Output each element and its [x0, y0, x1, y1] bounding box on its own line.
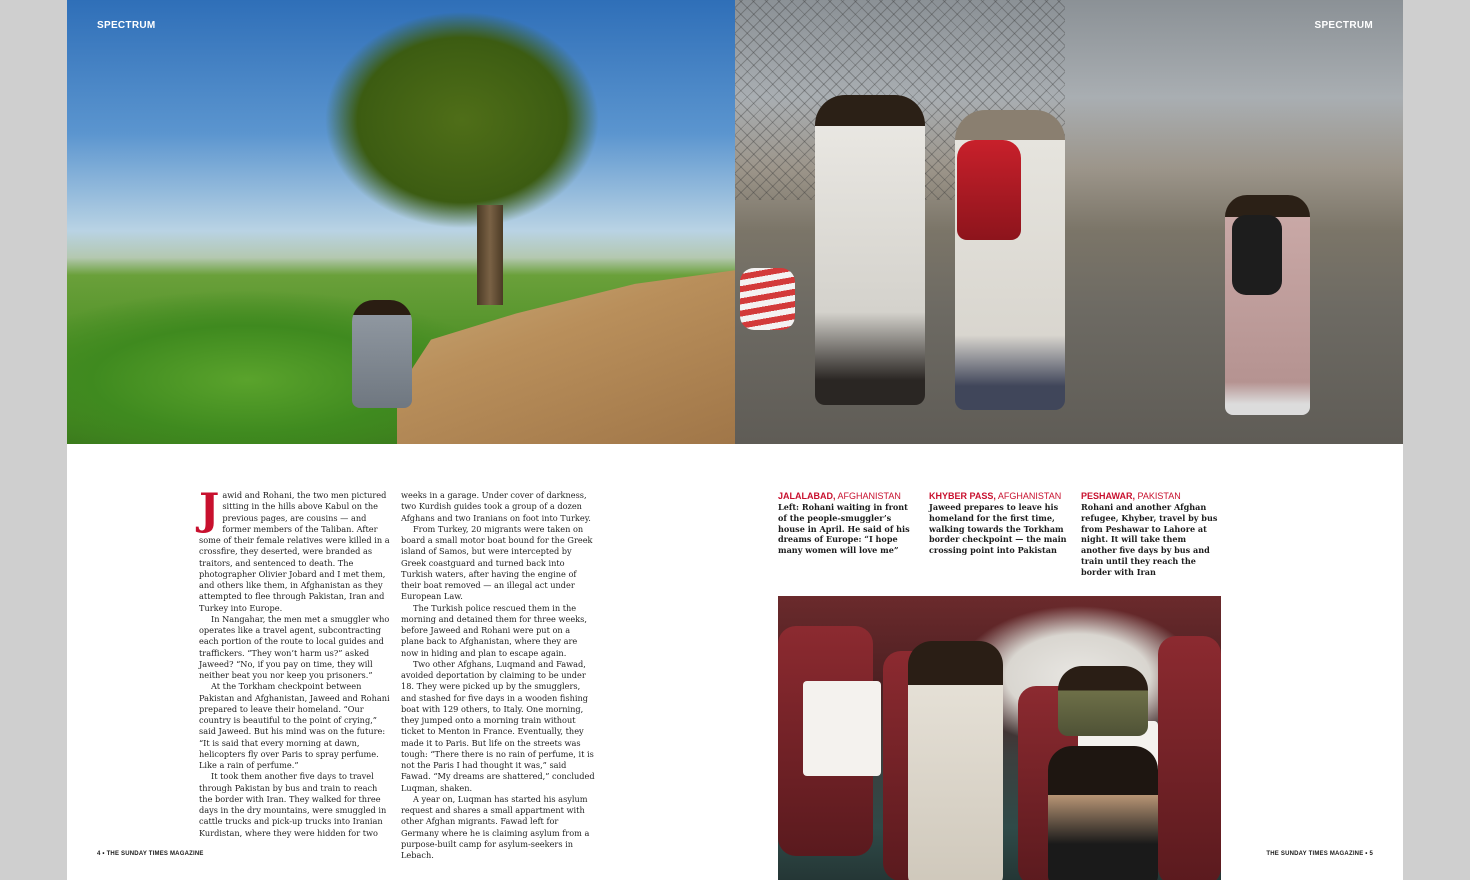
article-column-1 [199, 485, 393, 839]
magazine-spread [67, 0, 1403, 880]
striped-bag [740, 268, 795, 330]
caption-jalalabad [778, 491, 916, 556]
folio-left: 4 • THE SUNDAY TIMES MAGAZINE [97, 851, 204, 857]
photo-rohani-hillside [67, 0, 735, 444]
photo-bus-interior [778, 596, 1221, 880]
passenger-foreground-figure [1048, 746, 1158, 880]
caption-location: JALALABAD, AFGHANISTAN [778, 491, 901, 501]
section-label-right: SPECTRUM [1314, 20, 1373, 31]
section-label-left: SPECTRUM [97, 20, 156, 31]
walking-man-figure [815, 95, 925, 405]
paragraph: The Turkish police rescued them in the morning and detained them for three weeks, before Jaweed and Rohani were put on a plane back to Afghanistan, where they are now in hiding and plan to escape again. [401, 602, 587, 658]
paragraph: Jawid and Rohani, the two men pictured sitting in the hills above Kabul on the previous pages, are cousins — and former members of the Taliban. After some of their female relatives were killed in a crossfire, they deserted, were branded as traitors, and sentenced to death. The photographer Olivier Jobard and I met them, and others like them, in Afghanistan as they attempted to flee through Pakistan, Iran and Turkey into Europe. [199, 485, 390, 613]
caption-text: Jaweed prepares to leave his homeland for the first time, walking towards the Torkham border checkpoint — the main crossing point into Pakistan [929, 502, 1067, 556]
paragraph: Two other Afghans, Luqmand and Fawad, avoided deportation by claiming to be under 18. They were picked up by the smugglers, and stashed for five days in a wooden fishing boat with 129 others, to Italy. One morning, they jumped onto a morning train without ticket to Menton in France. Eventually, they made it to Paris. But life on the streets was tough: “There there is no rain of perfume, it is not the Paris I had thought it was,” said Fawad. “My dreams are shattered,” concluded Luqman, shaken. [401, 658, 595, 793]
caption-location: KHYBER PASS, AFGHANISTAN [929, 491, 1062, 501]
passenger-seated-figure [908, 641, 1003, 880]
bus-seat [1158, 636, 1221, 880]
folio-right: THE SUNDAY TIMES MAGAZINE • 5 [1266, 851, 1373, 857]
article-column-2 [401, 490, 595, 861]
paragraph: From Turkey, 20 migrants were taken on board a small motor boat bound for the Greek island of Samos, but were intercepted by Greek coastguard and turned back into Turkish waters, after having the engine of their boat removed — an illegal act under European Law. [401, 523, 593, 602]
drop-cap: J [199, 485, 220, 535]
caption-text: Rohani and another Afghan refugee, Khyber, travel by bus from Peshawar to Lahore at night. It will take them another five days by bus and train until they reach the border with Iran [1081, 502, 1218, 577]
seat-headrest-cover [803, 681, 881, 776]
paragraph: At the Torkham checkpoint between Pakistan and Afghanistan, Jaweed and Rohani prepared to leave their homeland. “Our country is beautiful to the point of crying,” said Jaweed. But his mind was on the future: “It is said that every morning at dawn, helicopters fly over Paris to spray perfume. Like a rain of perfume.” [199, 681, 390, 770]
caption-text: Left: Rohani waiting in front of the people-smuggler’s house in April. He said of his dreams of Europe: “I hope many women will love me” [778, 502, 910, 556]
red-backpack [957, 140, 1021, 240]
paragraph: In Nangahar, the men met a smuggler who operates like a travel agent, subcontracting each portion of the route to local guides and traffickers. “They won’t harm us?” asked Jaweed? “No, if you pay on time, they will neither beat you nor keep you prisoners.” [199, 613, 390, 680]
paragraph: weeks in a garage. Under cover of darkness, two Kurdish guides took a group of a dozen Afghans and two Iranians on foot into Turkey. [401, 490, 591, 523]
paragraph: A year on, Luqman has started his asylum request and shares a small appartment with other Afghan migrants. Fawad left for Germany where he is claiming asylum from a purpose-built camp for asylum-seekers in Lebach. [401, 793, 590, 860]
paragraph: It took them another five days to travel through Pakistan by bus and train to reach the border with Iran. They walked for three days in the dry mountains, were smuggled in cattle trucks and pick-up trucks into Iranian Kurdistan, where they were hidden for two [199, 771, 387, 838]
tree-trunk [477, 205, 503, 305]
passenger-sleeping-figure [1058, 666, 1148, 736]
caption-location: PESHAWAR, PAKISTAN [1081, 491, 1181, 501]
caption-peshawar [1081, 491, 1219, 578]
mud-wall [397, 270, 735, 444]
seated-man-figure [352, 300, 412, 408]
photo-khyber-pass [735, 0, 1403, 444]
black-backpack [1232, 215, 1282, 295]
caption-khyber-pass [929, 491, 1067, 556]
